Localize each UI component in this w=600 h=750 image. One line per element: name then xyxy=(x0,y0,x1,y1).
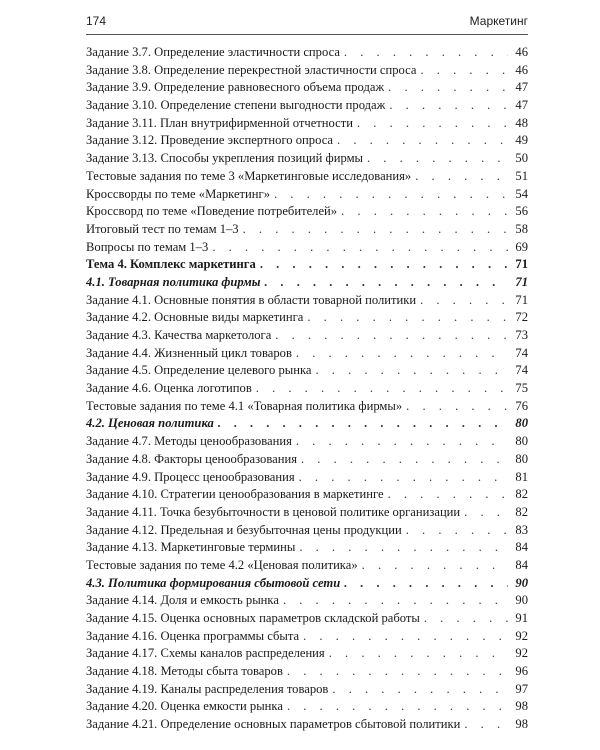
dot-leader xyxy=(218,415,508,433)
toc-entry xyxy=(86,645,528,663)
toc-entry-title: Задание 4.10. Стратегии ценообразования в маркетинге xyxy=(86,487,384,502)
toc-entry-page: 80 xyxy=(515,451,528,466)
toc-entry xyxy=(86,504,528,522)
toc-entry-page: 82 xyxy=(515,504,528,519)
dot-leader xyxy=(357,115,508,133)
toc-entry-page: 97 xyxy=(515,681,528,696)
toc-entry-page: 83 xyxy=(515,522,528,537)
toc-entry xyxy=(86,522,528,540)
page-number: 174 xyxy=(86,14,107,28)
toc-entry-title: Задание 4.9. Процесс ценообразования xyxy=(86,469,295,484)
dot-leader xyxy=(344,575,508,593)
dot-leader xyxy=(274,186,508,204)
toc-entry-title: Задание 4.8. Факторы ценообразования xyxy=(86,451,297,466)
toc-entry-page: 73 xyxy=(515,328,528,342)
toc-entry-page: 81 xyxy=(515,469,528,484)
toc-entry xyxy=(86,309,528,327)
dot-leader xyxy=(464,504,508,522)
dot-leader xyxy=(243,221,508,239)
toc-entry-page: 91 xyxy=(515,611,528,625)
toc-entry-page: 96 xyxy=(515,664,528,679)
dot-leader xyxy=(307,309,508,327)
toc-entry xyxy=(86,716,528,734)
toc-entry-page: 54 xyxy=(515,186,528,201)
toc-entry-title: Задание 4.11. Точка безубыточности в ценовой политике организации xyxy=(86,504,461,519)
toc-entry xyxy=(86,186,528,204)
toc-entry-page: 98 xyxy=(515,717,528,732)
toc-entry xyxy=(86,469,528,487)
running-title: Маркетинг xyxy=(469,14,528,28)
toc-entry-page: 46 xyxy=(515,62,528,77)
toc-entry xyxy=(86,97,528,115)
dot-leader xyxy=(341,203,508,221)
table-of-contents xyxy=(86,44,528,734)
toc-entry xyxy=(86,557,528,575)
toc-entry xyxy=(86,398,528,416)
toc-entry-page: 84 xyxy=(515,557,528,572)
toc-entry xyxy=(86,239,528,257)
toc-entry-page: 46 xyxy=(515,45,528,59)
dot-leader xyxy=(283,592,508,610)
toc-entry xyxy=(86,150,528,168)
toc-entry-page: 90 xyxy=(515,575,528,590)
toc-entry-page: 90 xyxy=(515,593,528,608)
toc-entry-page: 76 xyxy=(515,398,528,413)
dot-leader xyxy=(388,79,508,97)
dot-leader xyxy=(332,681,508,699)
dot-leader xyxy=(264,274,508,292)
dot-leader xyxy=(362,557,508,575)
toc-entry-page: 72 xyxy=(515,310,528,325)
toc-entry-title: 4.1. Товарная политика фирмы xyxy=(86,274,261,289)
dot-leader xyxy=(415,168,508,186)
toc-entry xyxy=(86,203,528,221)
toc-entry xyxy=(86,628,528,646)
toc-entry-title: Задание 4.19. Каналы распределения товаров xyxy=(86,681,329,696)
dot-leader xyxy=(275,327,508,345)
toc-entry xyxy=(86,415,528,433)
dot-leader xyxy=(389,97,508,115)
toc-entry-title: Задание 4.2. Основные виды маркетинга xyxy=(86,310,304,325)
toc-entry-title: Тема 4. Комплекс маркетинга xyxy=(86,257,256,272)
dot-leader xyxy=(260,256,508,274)
dot-leader xyxy=(337,132,508,150)
toc-entry-page: 75 xyxy=(515,381,528,396)
toc-entry xyxy=(86,345,528,363)
toc-entry xyxy=(86,433,528,451)
header-rule xyxy=(86,34,528,35)
dot-leader xyxy=(296,345,508,363)
toc-entry xyxy=(86,539,528,557)
toc-entry-page: 48 xyxy=(515,115,528,130)
toc-entry-page: 80 xyxy=(515,434,528,449)
toc-entry-title: Кроссворды по теме «Маркетинг» xyxy=(86,186,270,201)
toc-entry xyxy=(86,610,528,628)
toc-entry xyxy=(86,274,528,292)
toc-entry-title: 4.2. Ценовая политика xyxy=(86,416,214,431)
dot-leader xyxy=(329,645,508,663)
dot-leader xyxy=(212,239,508,257)
toc-entry-page: 71 xyxy=(515,257,528,272)
toc-entry-title: Задание 4.6. Оценка логотипов xyxy=(86,381,252,396)
toc-entry-page: 74 xyxy=(515,345,528,360)
toc-entry-title: Задание 4.18. Методы сбыта товаров xyxy=(86,664,283,679)
toc-entry-title: Вопросы по темам 1–3 xyxy=(86,239,209,254)
toc-entry-title: Задание 4.7. Методы ценообразования xyxy=(86,434,292,449)
dot-leader xyxy=(299,469,508,487)
dot-leader xyxy=(299,539,508,557)
dot-leader xyxy=(420,292,508,310)
toc-entry-page: 92 xyxy=(515,646,528,661)
toc-entry-title: Тестовые задания по теме 4.1 «Товарная политика фирмы» xyxy=(86,398,403,413)
toc-entry xyxy=(86,327,528,345)
toc-entry-page: 47 xyxy=(515,98,528,113)
toc-entry-page: 51 xyxy=(515,168,528,183)
toc-entry-page: 84 xyxy=(515,540,528,555)
toc-entry-title: Задание 4.15. Оценка основных параметров складской работы xyxy=(86,611,420,625)
toc-entry-title: Тестовые задания по теме 3 «Маркетинговые исследования» xyxy=(86,168,412,183)
toc-entry xyxy=(86,44,528,62)
dot-leader xyxy=(303,628,508,646)
page-header xyxy=(86,12,528,34)
toc-entry-page: 69 xyxy=(515,239,528,254)
toc-entry-page: 82 xyxy=(515,487,528,502)
toc-entry xyxy=(86,663,528,681)
dot-leader xyxy=(344,44,508,62)
dot-leader xyxy=(256,380,508,398)
toc-entry-title: Задание 4.21. Определение основных параметров сбытовой политики xyxy=(86,717,461,732)
dot-leader xyxy=(287,663,508,681)
toc-entry-title: Задание 3.10. Определение степени выгодности продаж xyxy=(86,98,386,113)
dot-leader xyxy=(464,716,508,734)
dot-leader xyxy=(420,62,508,80)
toc-entry xyxy=(86,698,528,716)
dot-leader xyxy=(388,486,508,504)
toc-entry-page: 71 xyxy=(515,292,528,307)
toc-entry-title: 4.3. Политика формирования сбытовой сети xyxy=(86,575,341,590)
dot-leader xyxy=(406,398,508,416)
toc-entry-title: Задание 4.4. Жизненный цикл товаров xyxy=(86,345,292,360)
toc-entry-title: Задание 3.7. Определение эластичности спроса xyxy=(86,45,340,59)
toc-entry xyxy=(86,362,528,380)
dot-leader xyxy=(424,610,508,628)
toc-entry-title: Задание 3.9. Определение равновесного объема продаж xyxy=(86,80,385,95)
dot-leader xyxy=(301,451,508,469)
toc-entry-page: 47 xyxy=(515,80,528,95)
toc-entry-title: Задание 3.11. План внутрифирменной отчетности xyxy=(86,115,353,130)
dot-leader xyxy=(367,150,508,168)
toc-entry xyxy=(86,380,528,398)
toc-entry-title: Задание 3.13. Способы укрепления позиций фирмы xyxy=(86,151,363,166)
toc-entry-title: Тестовые задания по теме 4.2 «Ценовая политика» xyxy=(86,557,358,572)
toc-entry-page: 71 xyxy=(515,274,528,289)
dot-leader xyxy=(287,698,508,716)
toc-entry-title: Задание 4.17. Схемы каналов распределения xyxy=(86,646,325,661)
toc-entry-title: Задание 3.8. Определение перекрестной эластичности спроса xyxy=(86,62,417,77)
toc-entry-title: Задание 4.20. Оценка емкости рынка xyxy=(86,699,283,714)
toc-entry-title: Итоговый тест по темам 1–3 xyxy=(86,221,239,236)
toc-entry xyxy=(86,132,528,150)
toc-entry xyxy=(86,451,528,469)
toc-entry-page: 92 xyxy=(515,628,528,643)
toc-entry-page: 50 xyxy=(515,151,528,166)
toc-entry-title: Задание 4.5. Определение целевого рынка xyxy=(86,363,312,378)
toc-entry-page: 74 xyxy=(515,363,528,378)
toc-entry-page: 49 xyxy=(515,133,528,148)
toc-entry xyxy=(86,79,528,97)
toc-entry xyxy=(86,221,528,239)
toc-entry-title: Кроссворд по теме «Поведение потребителей» xyxy=(86,204,338,219)
toc-entry-page: 80 xyxy=(515,416,528,431)
toc-entry-title: Задание 4.1. Основные понятия в области товарной политики xyxy=(86,292,417,307)
toc-entry xyxy=(86,486,528,504)
toc-entry xyxy=(86,115,528,133)
toc-entry xyxy=(86,292,528,310)
toc-entry-page: 56 xyxy=(515,204,528,219)
toc-entry-title: Задание 4.16. Оценка программы сбыта xyxy=(86,628,300,643)
toc-entry xyxy=(86,575,528,593)
toc-entry-page: 98 xyxy=(515,699,528,714)
toc-entry-title: Задание 4.3. Качества маркетолога xyxy=(86,328,272,342)
dot-leader xyxy=(406,522,508,540)
toc-entry xyxy=(86,681,528,699)
toc-entry-title: Задание 4.13. Маркетинговые термины xyxy=(86,540,296,555)
toc-entry-title: Задание 4.12. Предельная и безубыточная цены продукции xyxy=(86,522,402,537)
toc-entry xyxy=(86,592,528,610)
dot-leader xyxy=(296,433,508,451)
dot-leader xyxy=(315,362,508,380)
toc-entry-page: 58 xyxy=(515,221,528,236)
toc-entry xyxy=(86,168,528,186)
toc-entry-title: Задание 3.12. Проведение экспертного опроса xyxy=(86,133,334,148)
toc-entry xyxy=(86,256,528,274)
toc-entry-title: Задание 4.14. Доля и емкость рынка xyxy=(86,593,279,608)
toc-entry xyxy=(86,62,528,80)
